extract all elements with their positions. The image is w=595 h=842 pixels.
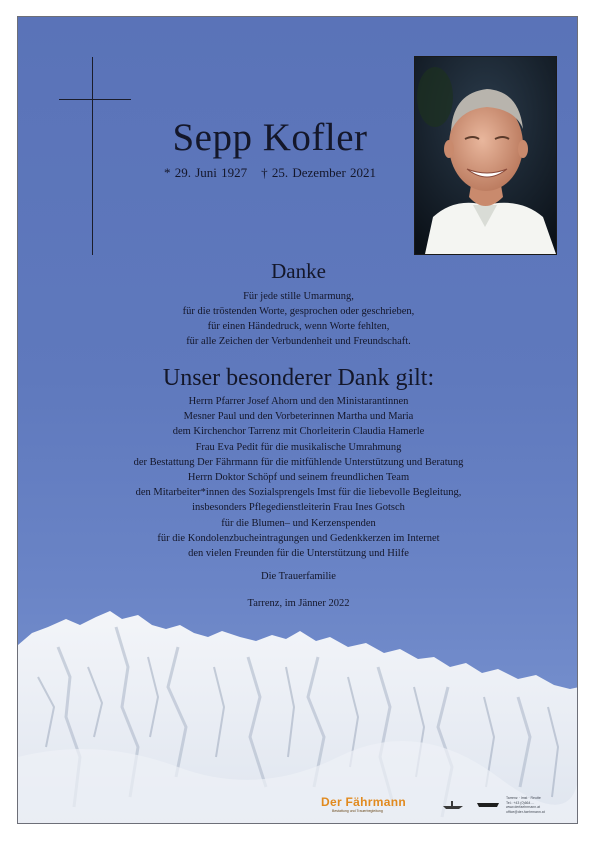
portrait-image [415,57,556,254]
thanks-line: für einen Händedruck, wenn Worte fehlten, [207,321,390,332]
death-date: † 25. Dezember 2021 [261,165,377,180]
special-thanks-line: der Bestattung Der Fährmann für die mitfühlende Unterstützung und Beratung [133,456,464,468]
funeral-home-contact [506,796,576,814]
thanks-line: Für jede stille Umarmung, [243,291,354,302]
portrait-photo [414,56,557,255]
special-thanks-line: Frau Eva Pedit für die musikalische Umrahmung [195,441,402,453]
funeral-home-logo: Der Fährmann [321,795,406,809]
cross-symbol-vertical [92,57,93,255]
birth-date: * 29. Juni 1927 [163,165,248,180]
contact-line: office@der-faehrmann.at [506,809,545,814]
boat-icon [441,800,501,810]
special-thanks-line: für die Kondolenzbucheintragungen und Gedenkkerzen im Internet [157,532,440,544]
thanks-title: Danke [271,259,326,283]
contact-line: www.derfaehrmann.at [506,805,541,809]
funeral-home-tagline: Bestattung und Trauerbegleitung [332,809,383,813]
place-date: Tarrenz, im Jänner 2022 [247,598,350,609]
special-thanks-line: dem Kirchenchor Tarrenz mit Chorleiterin Claudia Hamerle [172,426,425,438]
cross-symbol-horizontal [59,99,131,100]
contact-line: Tarrenz · Imst · Reutte [506,796,541,800]
snowy-mountains-image [18,607,578,824]
thanks-text [18,289,578,349]
special-thanks-line: Mesner Paul und den Vorbeterinnen Martha und Maria [183,411,414,423]
special-thanks-list [18,394,578,561]
deceased-name: Sepp Kofler [172,116,368,159]
special-thanks-title: Unser besonderer Dank gilt: [162,365,435,391]
contact-line: Tel.: +43 (0)664 ... [506,800,535,805]
obituary-card [17,16,578,824]
thanks-line: für die tröstenden Worte, gesprochen oder geschrieben, [182,306,415,317]
special-thanks-line: den vielen Freunden für die Unterstützung und Hilfe [188,548,409,560]
thanks-line: für alle Zeichen der Verbundenheit und Freundschaft. [186,336,411,347]
special-thanks-line: Herrn Pfarrer Josef Ahorn und den Ministarantinnen [188,396,409,407]
life-dates [140,165,400,181]
special-thanks-line: insbesonders Pflegedienstleiterin Frau Ines Gotsch [192,502,405,514]
special-thanks-line: Herrn Doktor Schöpf und seinem freundlichen Team [187,472,410,484]
special-thanks-line: für die Blumen– und Kerzenspenden [221,517,376,529]
special-thanks-line: den Mitarbeiter*innen des Sozialsprengels Imst für die liebevolle Begleitung, [135,487,462,499]
signature-family: Die Trauerfamilie [261,571,336,582]
